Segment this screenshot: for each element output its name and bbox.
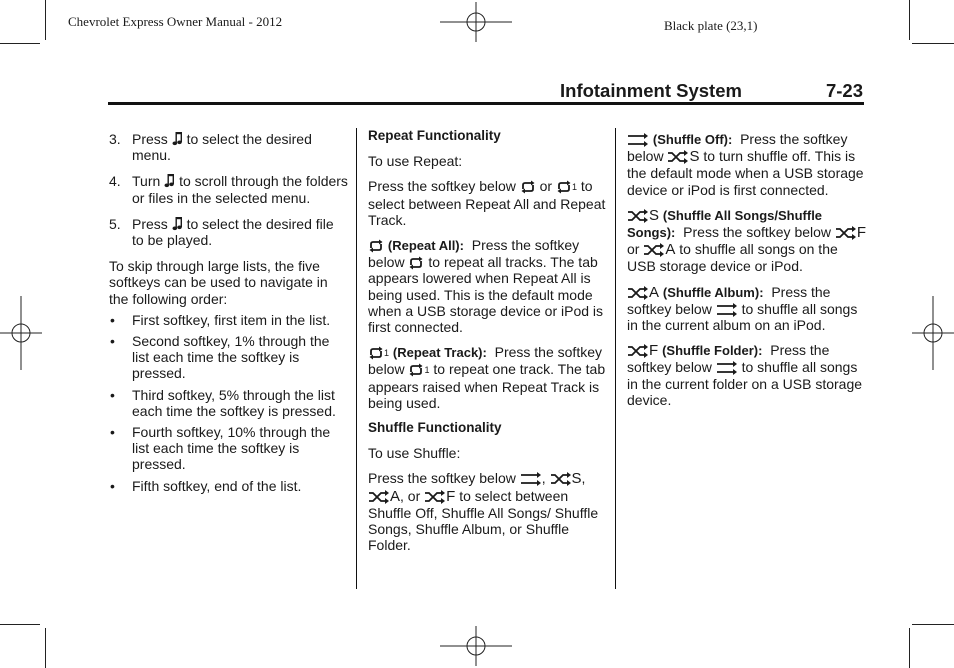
shuffle-instructions: Press the softkey below , S, A, or F to select between Shuffle Off, Shuffle All Songs/ Shuffle Songs, Shuffle Album, or Shuffle Folder.: [368, 470, 599, 554]
shuffle-use: To use Shuffle:: [368, 445, 461, 462]
shuffle-off-icon: [716, 361, 738, 375]
intro-text: To skip through large lists, the five softkeys can be used to navigate in the following order:: [109, 258, 328, 307]
list-item: • Second softkey, 1% through the list each time the softkey is pressed.: [110, 333, 330, 382]
crop-mark: [45, 628, 46, 668]
list-item: • Fifth softkey, end of the list.: [110, 477, 302, 494]
repeat-icon: [520, 180, 536, 194]
list-item: 4. Turn to scroll through the folders or files in the selected menu.: [109, 173, 348, 206]
shuffle-off-icon: [716, 303, 738, 317]
repeat-one-icon: [408, 363, 424, 377]
repeat-one-icon: [556, 180, 572, 194]
crop-mark: [909, 0, 910, 40]
repeat-one-icon: [368, 346, 384, 360]
shuffle-icon: [424, 490, 446, 504]
shuffle-icon: [627, 344, 649, 358]
repeat-heading: Repeat Functionality: [368, 128, 501, 143]
crop-mark: [45, 0, 46, 40]
registration-mark-icon: [440, 626, 512, 666]
music-note-icon: [172, 131, 183, 147]
shuffle-icon: [550, 472, 572, 486]
section-name: Infotainment System: [560, 80, 742, 101]
shuffle-off-icon: [627, 133, 649, 147]
crop-mark: [0, 624, 40, 625]
shuffle-album-para: A (Shuffle Album): Press the softkey below to shuffle all songs in the current album on an iPod.: [627, 283, 858, 334]
shuffle-heading: Shuffle Functionality: [368, 420, 502, 436]
list-item: 3. Press to select the desired menu.: [109, 131, 312, 164]
plate-label: Black plate (23,1): [664, 18, 758, 33]
section-header: [560, 80, 863, 102]
crop-mark: [0, 43, 40, 44]
music-note-icon: [172, 216, 183, 232]
repeat-instructions: Press the softkey below or 1 to select between Repeat All and Repeat Track.: [368, 178, 606, 228]
registration-mark-icon: [912, 296, 954, 370]
header-rule: [108, 102, 864, 105]
shuffle-icon: [368, 490, 390, 504]
repeat-use: To use Repeat:: [368, 153, 463, 170]
column-left: [109, 131, 349, 494]
repeat-icon: [408, 256, 424, 270]
manual-title: Chevrolet Express Owner Manual - 2012: [68, 14, 283, 29]
shuffle-off-icon: [520, 472, 542, 486]
list-item: 5. Press to select the desired file to be played.: [109, 215, 334, 249]
registration-mark-icon: [440, 2, 512, 42]
list-item: • Fourth softkey, 10% through the list each time the softkey is pressed.: [110, 424, 331, 473]
column-middle: [368, 128, 608, 553]
shuffle-icon: [627, 286, 649, 300]
shuffle-icon: [835, 226, 857, 240]
registration-mark-icon: [0, 296, 42, 370]
music-note-icon: [164, 173, 175, 189]
repeat-track-para: 1 (Repeat Track): Press the softkey below 1 to repeat one track. The tab appears raised when Repeat Track is being used.: [368, 344, 606, 411]
list-item: • First softkey, first item in the list.: [110, 311, 331, 328]
repeat-icon: [368, 239, 384, 253]
column-divider: [615, 128, 616, 589]
list-item: • Third softkey, 5% through the list each time the softkey is pressed.: [110, 386, 336, 419]
page-number: 7-23: [825, 80, 863, 101]
crop-mark: [912, 43, 954, 44]
repeat-all-para: (Repeat All): Press the softkey below to repeat all tracks. The tab appears lowered when Repeat All is being used. This is the default mode when a USB storage device or iPod is first connected.: [368, 237, 604, 336]
shuffle-folder-para: F (Shuffle Folder): Press the softkey below to shuffle all songs in the current folder on a USB storage device.: [627, 342, 863, 408]
crop-mark: [912, 624, 954, 625]
shuffle-icon: [643, 243, 665, 257]
column-divider: [356, 128, 357, 589]
shuffle-off-para: (Shuffle Off): Press the softkey below S to turn shuffle off. This is the default mode when a USB storage device or iPod is first connected.: [627, 131, 864, 198]
column-right: [627, 131, 867, 408]
shuffle-icon: [627, 209, 649, 223]
shuffle-icon: [667, 150, 689, 164]
shuffle-all-para: S (Shuffle All Songs/Shuffle Songs): Press the softkey below F or A to shuffle all songs on the USB storage device or iPod.: [627, 206, 867, 275]
crop-mark: [909, 628, 910, 668]
